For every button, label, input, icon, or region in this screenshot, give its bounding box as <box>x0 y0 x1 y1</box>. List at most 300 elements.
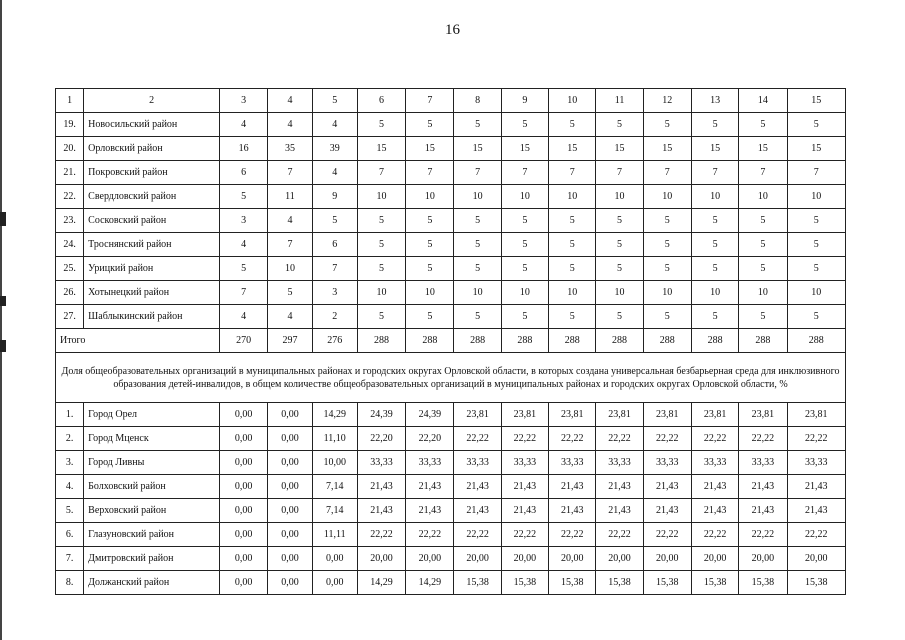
value-cell: 7 <box>312 257 357 281</box>
column-number: 14 <box>739 89 787 113</box>
district-name: Болховский район <box>84 475 220 499</box>
value-cell: 21,43 <box>357 499 405 523</box>
column-number: 15 <box>787 89 845 113</box>
district-name: Дмитровский район <box>84 547 220 571</box>
value-cell: 5 <box>501 257 548 281</box>
row-number: 23. <box>56 209 84 233</box>
value-cell: 21,43 <box>501 475 548 499</box>
value-cell: 7 <box>220 281 268 305</box>
total-value: 288 <box>596 329 643 353</box>
row-number: 5. <box>56 499 84 523</box>
value-cell: 7 <box>406 161 454 185</box>
value-cell: 14,29 <box>406 571 454 595</box>
value-cell: 15 <box>357 137 405 161</box>
table-row <box>56 233 846 257</box>
total-value: 288 <box>501 329 548 353</box>
total-value: 288 <box>549 329 596 353</box>
value-cell: 15,38 <box>549 571 596 595</box>
row-number: 19. <box>56 113 84 137</box>
value-cell: 15 <box>406 137 454 161</box>
value-cell: 15,38 <box>691 571 738 595</box>
value-cell: 5 <box>691 209 738 233</box>
value-cell: 21,43 <box>787 475 845 499</box>
value-cell: 21,43 <box>406 499 454 523</box>
value-cell: 22,22 <box>454 523 501 547</box>
table-row <box>56 281 846 305</box>
value-cell: 22,22 <box>787 427 845 451</box>
value-cell: 4 <box>268 305 312 329</box>
value-cell: 15 <box>787 137 845 161</box>
value-cell: 5 <box>787 305 845 329</box>
value-cell: 0,00 <box>220 547 268 571</box>
value-cell: 35 <box>268 137 312 161</box>
value-cell: 5 <box>787 257 845 281</box>
value-cell: 3 <box>220 209 268 233</box>
value-cell: 5 <box>739 209 787 233</box>
section-heading: Доля общеобразовательных организаций в муниципальных районах и городских округах Орловской области, в которых создана универсальная безбарьерная среда для инклюзивного образования детей-инвалидов, в общем количестве общеобразовательных организаций в муниципальных районах и городских округах Орловской области, % <box>56 353 846 403</box>
total-value: 288 <box>643 329 691 353</box>
value-cell: 20,00 <box>357 547 405 571</box>
value-cell: 5 <box>596 257 643 281</box>
value-cell: 10 <box>739 185 787 209</box>
value-cell: 15 <box>501 137 548 161</box>
column-number: 12 <box>643 89 691 113</box>
value-cell: 22,20 <box>357 427 405 451</box>
value-cell: 20,00 <box>501 547 548 571</box>
value-cell: 14,29 <box>357 571 405 595</box>
value-cell: 0,00 <box>220 499 268 523</box>
value-cell: 15 <box>454 137 501 161</box>
value-cell: 5 <box>596 233 643 257</box>
value-cell: 9 <box>312 185 357 209</box>
value-cell: 23,81 <box>549 403 596 427</box>
value-cell: 5 <box>357 113 405 137</box>
value-cell: 22,22 <box>454 427 501 451</box>
value-cell: 21,43 <box>691 499 738 523</box>
value-cell: 22,22 <box>787 523 845 547</box>
value-cell: 21,43 <box>454 475 501 499</box>
value-cell: 22,22 <box>501 427 548 451</box>
value-cell: 22,22 <box>643 427 691 451</box>
value-cell: 20,00 <box>549 547 596 571</box>
value-cell: 21,43 <box>596 475 643 499</box>
value-cell: 5 <box>406 209 454 233</box>
value-cell: 5 <box>501 209 548 233</box>
value-cell: 21,43 <box>643 499 691 523</box>
value-cell: 7 <box>357 161 405 185</box>
value-cell: 21,43 <box>357 475 405 499</box>
table-row <box>56 403 846 427</box>
scan-mark <box>0 296 6 306</box>
value-cell: 33,33 <box>739 451 787 475</box>
value-cell: 23,81 <box>739 403 787 427</box>
value-cell: 21,43 <box>787 499 845 523</box>
row-number: 21. <box>56 161 84 185</box>
scan-mark <box>0 340 6 352</box>
column-number: 11 <box>596 89 643 113</box>
value-cell: 5 <box>406 305 454 329</box>
value-cell: 5 <box>501 233 548 257</box>
value-cell: 5 <box>357 233 405 257</box>
value-cell: 0,00 <box>312 571 357 595</box>
column-number: 10 <box>549 89 596 113</box>
value-cell: 22,20 <box>406 427 454 451</box>
value-cell: 10 <box>691 185 738 209</box>
value-cell: 5 <box>739 305 787 329</box>
value-cell: 5 <box>312 209 357 233</box>
value-cell: 7 <box>596 161 643 185</box>
value-cell: 10 <box>691 281 738 305</box>
value-cell: 5 <box>549 113 596 137</box>
value-cell: 7 <box>268 161 312 185</box>
value-cell: 15 <box>596 137 643 161</box>
district-name: Покровский район <box>84 161 220 185</box>
value-cell: 21,43 <box>596 499 643 523</box>
district-name: Урицкий район <box>84 257 220 281</box>
value-cell: 5 <box>691 113 738 137</box>
value-cell: 7 <box>501 161 548 185</box>
scan-mark <box>0 212 6 226</box>
value-cell: 15,38 <box>739 571 787 595</box>
value-cell: 7,14 <box>312 499 357 523</box>
value-cell: 0,00 <box>268 403 312 427</box>
value-cell: 22,22 <box>691 523 738 547</box>
section-heading-row <box>56 353 846 403</box>
value-cell: 10 <box>549 281 596 305</box>
value-cell: 22,22 <box>549 427 596 451</box>
value-cell: 5 <box>549 233 596 257</box>
table-row <box>56 137 846 161</box>
table-row <box>56 547 846 571</box>
column-number-row <box>56 89 846 113</box>
value-cell: 10 <box>454 281 501 305</box>
district-name: Орловский район <box>84 137 220 161</box>
total-label: Итого <box>56 329 220 353</box>
total-value: 288 <box>787 329 845 353</box>
column-number: 7 <box>406 89 454 113</box>
district-name: Хотынецкий район <box>84 281 220 305</box>
value-cell: 21,43 <box>454 499 501 523</box>
value-cell: 10 <box>643 281 691 305</box>
total-value: 297 <box>268 329 312 353</box>
value-cell: 5 <box>454 233 501 257</box>
value-cell: 0,00 <box>268 427 312 451</box>
value-cell: 5 <box>787 113 845 137</box>
value-cell: 5 <box>357 305 405 329</box>
table-row <box>56 451 846 475</box>
value-cell: 0,00 <box>268 475 312 499</box>
value-cell: 33,33 <box>691 451 738 475</box>
value-cell: 21,43 <box>501 499 548 523</box>
column-number: 8 <box>454 89 501 113</box>
value-cell: 7 <box>739 161 787 185</box>
total-value: 270 <box>220 329 268 353</box>
value-cell: 24,39 <box>357 403 405 427</box>
district-name: Город Орел <box>84 403 220 427</box>
value-cell: 4 <box>220 113 268 137</box>
table-row <box>56 305 846 329</box>
row-number: 6. <box>56 523 84 547</box>
value-cell: 5 <box>454 305 501 329</box>
value-cell: 3 <box>312 281 357 305</box>
value-cell: 7,14 <box>312 475 357 499</box>
value-cell: 0,00 <box>268 451 312 475</box>
district-name: Город Мценск <box>84 427 220 451</box>
district-name: Город Ливны <box>84 451 220 475</box>
value-cell: 0,00 <box>312 547 357 571</box>
table-row <box>56 257 846 281</box>
value-cell: 0,00 <box>268 571 312 595</box>
value-cell: 11,11 <box>312 523 357 547</box>
table-row <box>56 499 846 523</box>
value-cell: 5 <box>220 185 268 209</box>
table-row <box>56 475 846 499</box>
value-cell: 5 <box>739 233 787 257</box>
value-cell: 6 <box>220 161 268 185</box>
row-number: 8. <box>56 571 84 595</box>
value-cell: 7 <box>787 161 845 185</box>
value-cell: 22,22 <box>739 427 787 451</box>
value-cell: 10 <box>357 185 405 209</box>
value-cell: 7 <box>643 161 691 185</box>
value-cell: 5 <box>549 257 596 281</box>
value-cell: 5 <box>643 233 691 257</box>
value-cell: 5 <box>596 209 643 233</box>
value-cell: 15,38 <box>787 571 845 595</box>
value-cell: 7 <box>268 233 312 257</box>
total-row <box>56 329 846 353</box>
value-cell: 20,00 <box>787 547 845 571</box>
value-cell: 10 <box>787 185 845 209</box>
value-cell: 21,43 <box>739 499 787 523</box>
value-cell: 10 <box>739 281 787 305</box>
value-cell: 5 <box>454 209 501 233</box>
district-name: Троснянский район <box>84 233 220 257</box>
value-cell: 5 <box>739 113 787 137</box>
row-number: 4. <box>56 475 84 499</box>
value-cell: 22,22 <box>357 523 405 547</box>
value-cell: 5 <box>643 113 691 137</box>
value-cell: 4 <box>312 161 357 185</box>
value-cell: 5 <box>357 209 405 233</box>
value-cell: 23,81 <box>643 403 691 427</box>
value-cell: 21,43 <box>549 499 596 523</box>
value-cell: 22,22 <box>739 523 787 547</box>
value-cell: 11 <box>268 185 312 209</box>
row-number: 1. <box>56 403 84 427</box>
value-cell: 5 <box>643 257 691 281</box>
value-cell: 6 <box>312 233 357 257</box>
value-cell: 5 <box>357 257 405 281</box>
value-cell: 20,00 <box>691 547 738 571</box>
value-cell: 4 <box>220 305 268 329</box>
value-cell: 7 <box>549 161 596 185</box>
value-cell: 33,33 <box>454 451 501 475</box>
column-number: 5 <box>312 89 357 113</box>
value-cell: 5 <box>691 305 738 329</box>
value-cell: 5 <box>739 257 787 281</box>
value-cell: 16 <box>220 137 268 161</box>
value-cell: 15,38 <box>596 571 643 595</box>
value-cell: 4 <box>268 113 312 137</box>
value-cell: 5 <box>268 281 312 305</box>
value-cell: 5 <box>454 257 501 281</box>
value-cell: 33,33 <box>643 451 691 475</box>
value-cell: 23,81 <box>454 403 501 427</box>
value-cell: 10 <box>454 185 501 209</box>
total-value: 288 <box>739 329 787 353</box>
value-cell: 5 <box>691 257 738 281</box>
value-cell: 20,00 <box>454 547 501 571</box>
page-number: 16 <box>445 22 460 38</box>
table-row <box>56 427 846 451</box>
district-name: Шаблыкинский район <box>84 305 220 329</box>
value-cell: 10 <box>501 185 548 209</box>
value-cell: 33,33 <box>406 451 454 475</box>
value-cell: 21,43 <box>691 475 738 499</box>
table-row <box>56 571 846 595</box>
value-cell: 33,33 <box>787 451 845 475</box>
total-value: 288 <box>406 329 454 353</box>
total-value: 288 <box>357 329 405 353</box>
value-cell: 5 <box>549 305 596 329</box>
value-cell: 10 <box>596 281 643 305</box>
column-number: 9 <box>501 89 548 113</box>
value-cell: 5 <box>643 305 691 329</box>
value-cell: 10,00 <box>312 451 357 475</box>
value-cell: 5 <box>596 305 643 329</box>
column-number: 6 <box>357 89 405 113</box>
value-cell: 10 <box>596 185 643 209</box>
column-number: 2 <box>84 89 220 113</box>
value-cell: 5 <box>220 257 268 281</box>
value-cell: 0,00 <box>220 427 268 451</box>
scan-edge <box>0 0 2 640</box>
value-cell: 21,43 <box>406 475 454 499</box>
value-cell: 10 <box>406 185 454 209</box>
value-cell: 23,81 <box>501 403 548 427</box>
value-cell: 23,81 <box>787 403 845 427</box>
value-cell: 15 <box>691 137 738 161</box>
value-cell: 0,00 <box>220 403 268 427</box>
table-row <box>56 185 846 209</box>
value-cell: 0,00 <box>220 523 268 547</box>
value-cell: 23,81 <box>596 403 643 427</box>
table-row <box>56 161 846 185</box>
value-cell: 14,29 <box>312 403 357 427</box>
value-cell: 5 <box>406 257 454 281</box>
value-cell: 20,00 <box>643 547 691 571</box>
value-cell: 21,43 <box>643 475 691 499</box>
value-cell: 7 <box>691 161 738 185</box>
value-cell: 5 <box>691 233 738 257</box>
total-value: 288 <box>454 329 501 353</box>
row-number: 25. <box>56 257 84 281</box>
district-name: Глазуновский район <box>84 523 220 547</box>
value-cell: 10 <box>268 257 312 281</box>
row-number: 22. <box>56 185 84 209</box>
row-number: 26. <box>56 281 84 305</box>
total-value: 276 <box>312 329 357 353</box>
value-cell: 15,38 <box>643 571 691 595</box>
value-cell: 5 <box>787 233 845 257</box>
value-cell: 22,22 <box>596 427 643 451</box>
table-row <box>56 209 846 233</box>
column-number: 3 <box>220 89 268 113</box>
value-cell: 5 <box>596 113 643 137</box>
value-cell: 4 <box>220 233 268 257</box>
value-cell: 10 <box>643 185 691 209</box>
value-cell: 24,39 <box>406 403 454 427</box>
total-value: 288 <box>691 329 738 353</box>
value-cell: 7 <box>454 161 501 185</box>
value-cell: 15,38 <box>454 571 501 595</box>
value-cell: 5 <box>501 305 548 329</box>
value-cell: 22,22 <box>501 523 548 547</box>
value-cell: 5 <box>549 209 596 233</box>
value-cell: 5 <box>454 113 501 137</box>
row-number: 20. <box>56 137 84 161</box>
value-cell: 5 <box>643 209 691 233</box>
value-cell: 0,00 <box>268 499 312 523</box>
value-cell: 20,00 <box>596 547 643 571</box>
value-cell: 15 <box>549 137 596 161</box>
value-cell: 0,00 <box>268 547 312 571</box>
district-name: Новосильский район <box>84 113 220 137</box>
value-cell: 22,22 <box>596 523 643 547</box>
value-cell: 4 <box>312 113 357 137</box>
value-cell: 33,33 <box>549 451 596 475</box>
value-cell: 22,22 <box>691 427 738 451</box>
value-cell: 2 <box>312 305 357 329</box>
value-cell: 4 <box>268 209 312 233</box>
value-cell: 11,10 <box>312 427 357 451</box>
row-number: 7. <box>56 547 84 571</box>
row-number: 24. <box>56 233 84 257</box>
value-cell: 20,00 <box>739 547 787 571</box>
value-cell: 5 <box>501 113 548 137</box>
value-cell: 33,33 <box>596 451 643 475</box>
district-name: Свердловский район <box>84 185 220 209</box>
table-row <box>56 113 846 137</box>
district-name: Верховский район <box>84 499 220 523</box>
value-cell: 21,43 <box>549 475 596 499</box>
value-cell: 10 <box>549 185 596 209</box>
value-cell: 10 <box>357 281 405 305</box>
value-cell: 33,33 <box>501 451 548 475</box>
row-number: 27. <box>56 305 84 329</box>
value-cell: 0,00 <box>268 523 312 547</box>
value-cell: 0,00 <box>220 475 268 499</box>
value-cell: 15 <box>643 137 691 161</box>
district-name: Должанский район <box>84 571 220 595</box>
value-cell: 10 <box>501 281 548 305</box>
value-cell: 5 <box>406 113 454 137</box>
district-name: Сосковский район <box>84 209 220 233</box>
value-cell: 22,22 <box>549 523 596 547</box>
value-cell: 10 <box>787 281 845 305</box>
table-row <box>56 523 846 547</box>
value-cell: 5 <box>787 209 845 233</box>
data-table <box>55 88 846 595</box>
column-number: 13 <box>691 89 738 113</box>
row-number: 2. <box>56 427 84 451</box>
row-number: 3. <box>56 451 84 475</box>
value-cell: 22,22 <box>643 523 691 547</box>
value-cell: 20,00 <box>406 547 454 571</box>
value-cell: 39 <box>312 137 357 161</box>
value-cell: 5 <box>406 233 454 257</box>
